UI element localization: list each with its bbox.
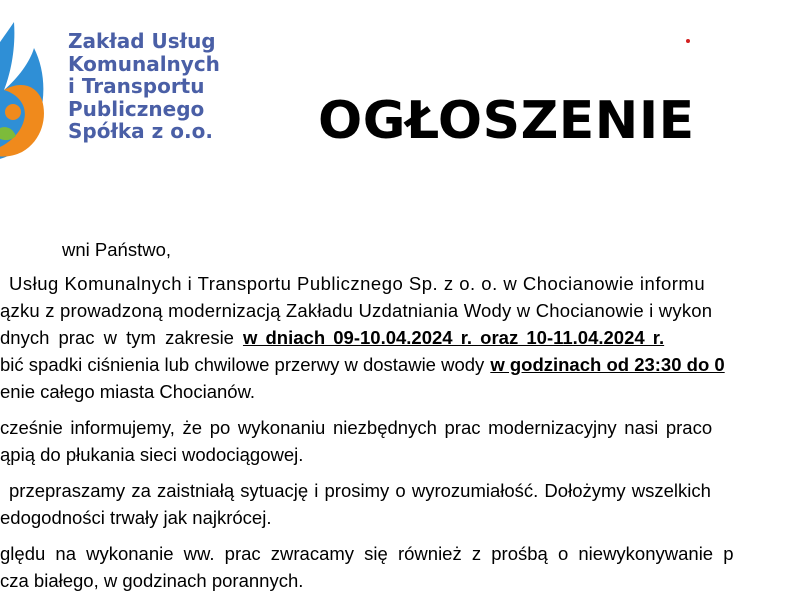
paragraph-text: cza białego, w godzinach porannych. <box>0 570 304 591</box>
paragraph-text: Usług Komunalnych i Transportu Publicznego Sp. z o. o. w Chocianowie informu <box>9 273 706 294</box>
paragraph-text: dnych prac w tym zakresie <box>0 327 234 348</box>
paragraph-text: bić spadki ciśnienia lub chwilowe przerwy w dostawie wody <box>0 354 485 375</box>
paragraph-3-line-2 <box>0 504 800 531</box>
paragraph-text: ązku z prowadzoną modernizacją Zakładu Uzdatniania Wody w Chocianowie i wykon <box>0 300 713 321</box>
paragraph-1-line-3 <box>0 324 800 351</box>
paragraph-text: cześnie informujemy, że po wykonaniu niezbędnych prac modernizacyjny nasi praco <box>0 417 713 438</box>
company-name-line: Komunalnych <box>68 51 220 76</box>
paragraph-1-line-4 <box>0 351 800 378</box>
paragraph-2-line-1 <box>0 414 800 441</box>
highlighted-dates: w dniach 09-10.04.2024 r. oraz 10-11.04.2024 r. <box>242 327 665 348</box>
company-name-line: Publicznego <box>68 96 205 121</box>
company-name-line: i Transportu <box>68 74 205 98</box>
paragraph-4-line-2 <box>0 567 800 594</box>
paragraph-1-line-2 <box>0 297 800 324</box>
paragraph-1-line-5 <box>0 378 800 405</box>
paragraph-text: przepraszamy za zaistniałą sytuację i prosimy o wyrozumiałość. Dołożymy wszelkich <box>9 480 711 501</box>
paragraph-3-line-1 <box>9 477 800 504</box>
paragraph-text: ględu na wykonanie ww. prac zwracamy się również z prośbą o niewykonywanie p <box>0 543 734 564</box>
greeting-text: wni Państwo, <box>62 239 171 260</box>
paragraph-1-line-1 <box>9 270 800 297</box>
paragraph-text: ąpią do płukania sieci wodociągowej. <box>0 444 304 465</box>
highlighted-hours: w godzinach od 23:30 do 0 <box>490 354 725 375</box>
paragraph-text: enie całego miasta Chocianów. <box>0 381 256 402</box>
paragraph-2-line-2 <box>0 441 800 468</box>
greeting <box>62 236 800 263</box>
page-title: OGŁOSZENIE <box>318 91 695 151</box>
paragraph-text: edogodności trwały jak najkrócej. <box>0 507 272 528</box>
company-name-line: Zakład Usług <box>68 29 216 53</box>
paragraph-4-line-1 <box>0 540 800 567</box>
company-name-line: Spółka z o.o. <box>68 119 213 143</box>
